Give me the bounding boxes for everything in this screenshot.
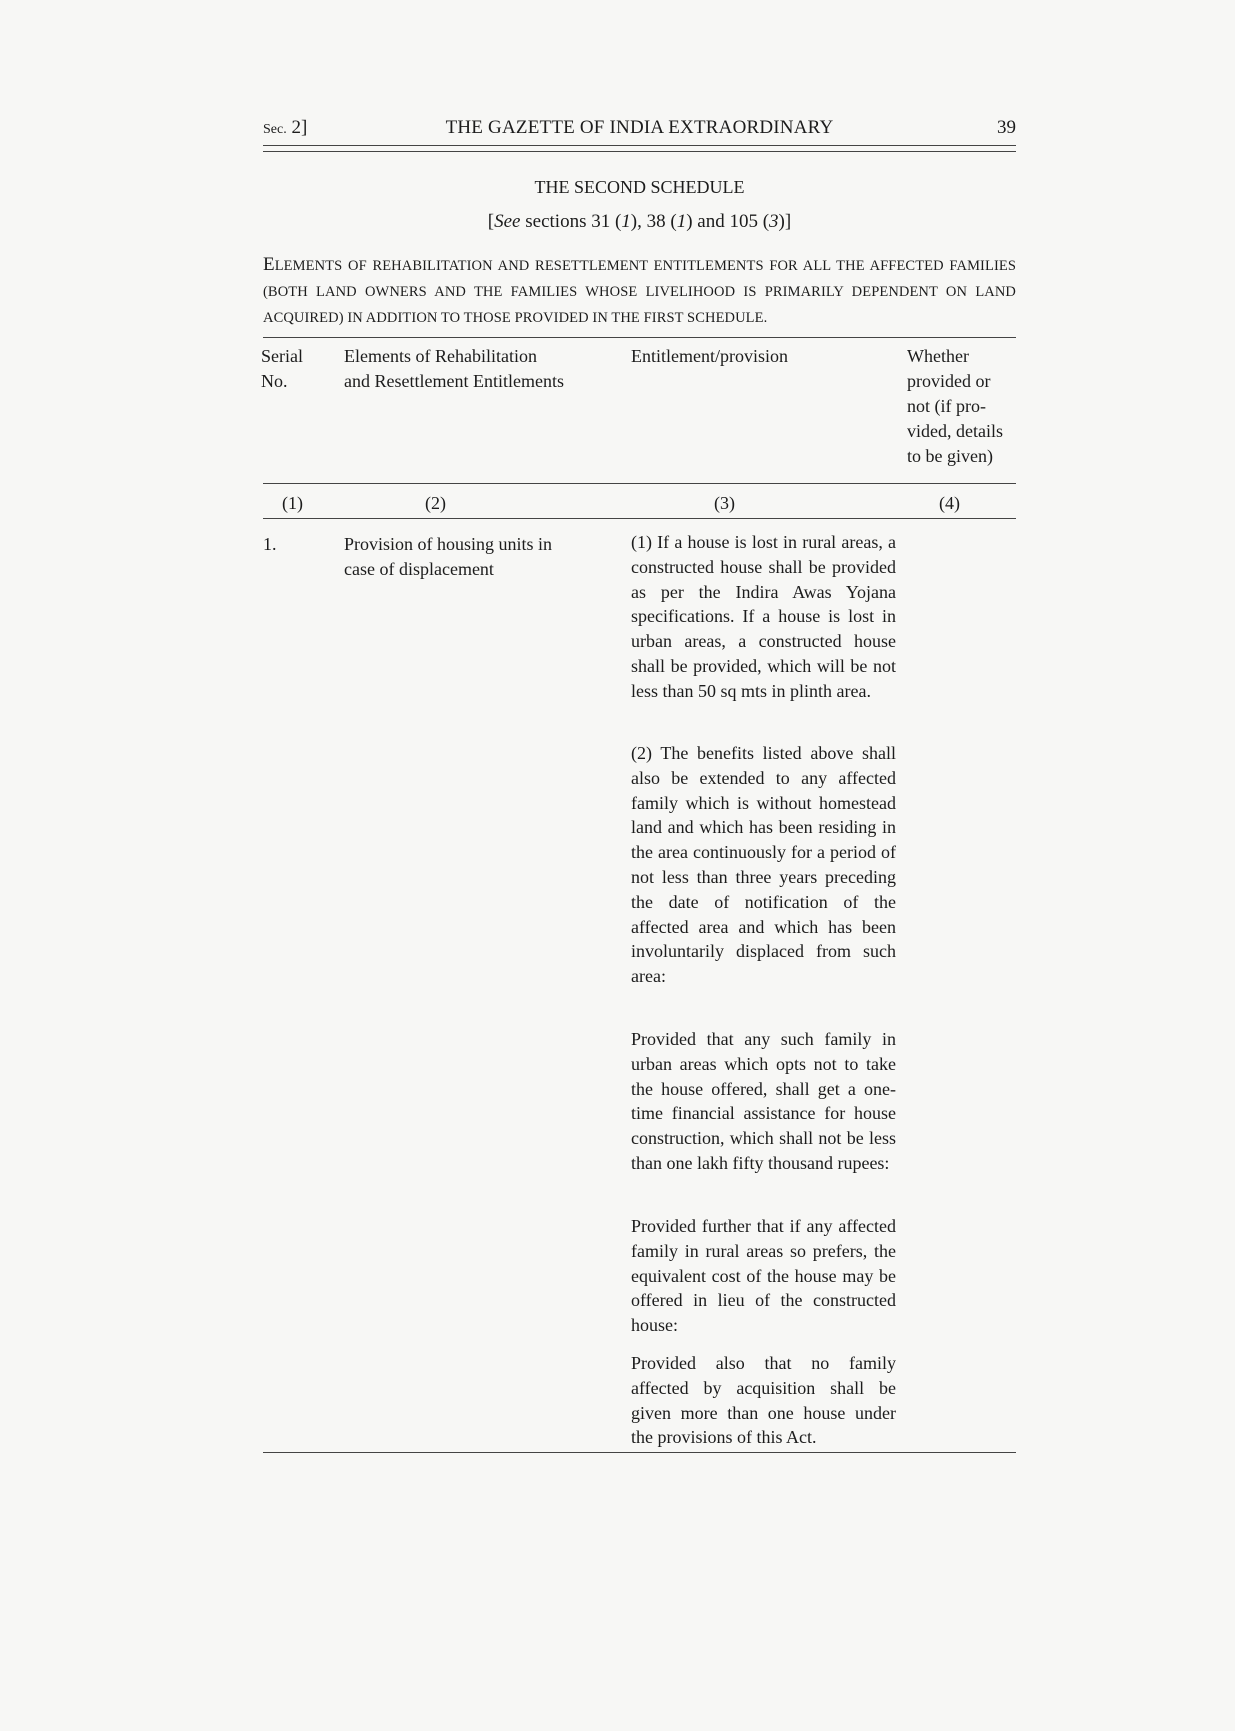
running-head bbox=[263, 117, 1016, 143]
header-whether-line: to be given) bbox=[907, 446, 993, 466]
column-number-3: (3) bbox=[714, 493, 735, 513]
row-serial: 1. bbox=[263, 534, 277, 554]
ref-subsection-3: 3 bbox=[769, 211, 779, 232]
section-number: 2] bbox=[291, 117, 308, 138]
header-bottom-rule bbox=[263, 483, 1016, 484]
column-number-2: (2) bbox=[425, 493, 446, 513]
schedule-title: THE SECOND SCHEDULE bbox=[534, 177, 745, 197]
column-number-4: (4) bbox=[939, 493, 960, 513]
row-element-line: Provision of housing units in bbox=[344, 534, 553, 554]
page-number: 39 bbox=[997, 117, 1016, 138]
ref-open: [ bbox=[487, 211, 495, 232]
entitlement-paragraph: Provided further that if any affected family in rural areas so prefers, the equivalent cost of the house may be offered in lieu of the constructed house: bbox=[631, 1216, 896, 1336]
intro-initial: E bbox=[263, 254, 275, 275]
schedule-reference bbox=[263, 211, 1016, 233]
gazette-title: THE GAZETTE OF INDIA EXTRAORDINARY bbox=[445, 117, 834, 138]
column-number-1: (1) bbox=[282, 493, 303, 513]
intro-text: LEMENTS OF REHABILITATION AND RESETTLEMENT ENTITLEMENTS FOR ALL THE AFFECTED FAMILIES (BOTH LAND OWNERS AND THE FAMILIES WHOSE LIVELIHOOD IS PRIMARILY DEPENDENT ON LAND ACQUIRED) IN ADDITION TO THOSE PROVIDED IN THE FIRST SCHEDULE. bbox=[263, 258, 1016, 326]
header-whether-line: vided, details bbox=[907, 421, 1003, 441]
header-whether-line: provided or bbox=[907, 371, 991, 391]
header-rule-bottom bbox=[263, 151, 1016, 152]
header-elements bbox=[344, 344, 564, 394]
header-whether-line: not (if pro- bbox=[907, 396, 986, 416]
ref-mid-2: ) and 105 ( bbox=[686, 211, 770, 232]
table-bottom-rule bbox=[263, 1452, 1016, 1453]
header-whether bbox=[907, 344, 1003, 469]
column-number-rule bbox=[263, 518, 1016, 519]
header-entitlement bbox=[631, 344, 788, 369]
header-serial-line: Serial bbox=[261, 346, 303, 366]
header-serial-line: No. bbox=[261, 371, 288, 391]
ref-subsection-1: 1 bbox=[621, 211, 631, 232]
entitlement-paragraph: Provided that any such family in urban areas which opts not to take the house offered, shall get a one-time financial assistance for house construction, which shall not be less than one lakh fifty thousand rupees: bbox=[631, 1029, 896, 1173]
section-prefix: Sec. bbox=[263, 122, 287, 137]
ref-sections: sections 31 ( bbox=[520, 211, 622, 232]
header-serial bbox=[261, 344, 303, 394]
entitlement-paragraph: Provided also that no family affected by acquisition shall be given more than one house under the provisions of this Act. bbox=[631, 1353, 896, 1448]
schedule-intro bbox=[263, 252, 1016, 331]
row-element bbox=[344, 532, 552, 582]
header-elements-line: and Resettlement Entitlements bbox=[344, 371, 564, 391]
ref-subsection-2: 1 bbox=[676, 211, 687, 232]
row-element-line: case of displacement bbox=[344, 559, 494, 579]
header-rule-top bbox=[263, 145, 1016, 146]
entitlement-paragraph: (2) The benefits listed above shall also be extended to any affected family which is without homestead land and which has been residing in the area continuously for a period of not less than three years preceding the date of notification of the affected area and which has been involuntarily displaced from such area: bbox=[631, 743, 896, 987]
ref-close: )] bbox=[778, 211, 792, 232]
header-elements-line: Elements of Rehabilitation bbox=[344, 346, 537, 366]
entitlement-paragraph: (1) If a house is lost in rural areas, a constructed house shall be provided as per the Indira Awas Yojana specifications. If a house is lost in urban areas, a constructed house shall be provided, which will be not less than 50 sq mts in plinth area. bbox=[631, 532, 896, 701]
header-whether-line: Whether bbox=[907, 346, 969, 366]
header-entitlement-line: Entitlement/provision bbox=[631, 346, 788, 366]
table-top-rule bbox=[263, 337, 1016, 338]
ref-see: See bbox=[494, 211, 521, 232]
ref-mid-1: ), 38 ( bbox=[630, 211, 677, 232]
